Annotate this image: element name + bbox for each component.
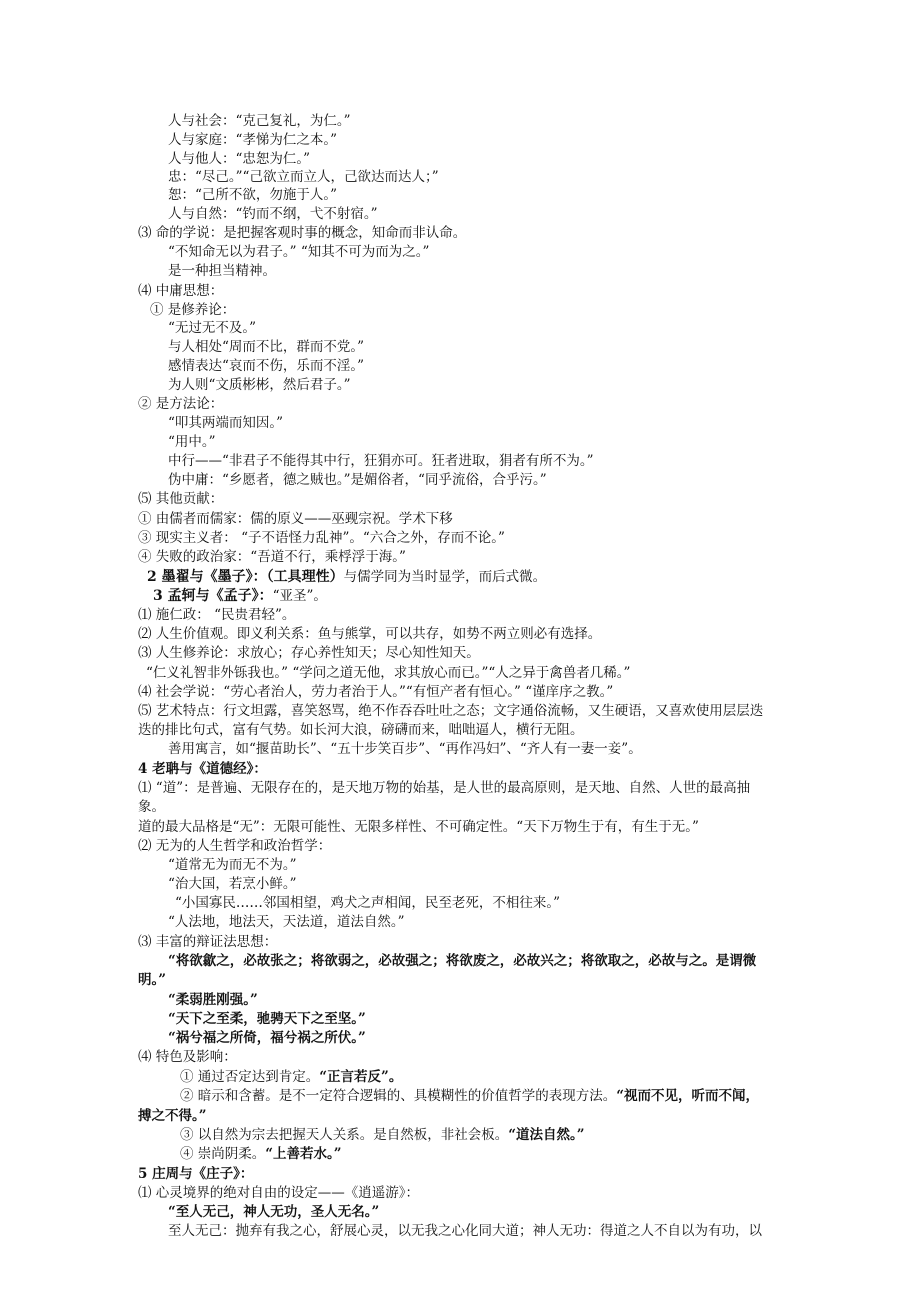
text-line: “仁义礼智非外铄我也。” “学问之道无他，求其放心而已。”“人之异于禽兽者几稀。”: [146, 665, 631, 681]
text-line: “小国寡民……邻国相望，鸡犬之声相闻，民至老死，不相往来。”: [175, 895, 561, 911]
text-line: 中行——“非君子不能得其中行，狂狷亦可。狂者进取，狷者有所不为。”: [168, 453, 594, 469]
emphasis-quote: “道法自然。”: [508, 1127, 585, 1143]
text-line: 善用寓言，如“揠苗助长”、“五十步笑百步”、“再作冯妇”、“齐人有一妻一妾”。: [168, 741, 642, 757]
text-line: ④ 崇尚阴柔。“上善若水。”: [180, 1146, 342, 1162]
text-line: “至人无己，神人无功，圣人无名。”: [168, 1204, 380, 1220]
text-line: 人与家庭：“孝悌为仁之本。”: [168, 132, 338, 148]
text-line: ① 由儒者而儒家：儒的原义——巫觋宗祝。学术下移: [138, 511, 453, 527]
text-line: ⑵ 无为的人生哲学和政治哲学：: [138, 838, 332, 854]
text-line: 人与社会：“克己复礼，为仁。”: [168, 113, 351, 129]
text-line: ⑶ 丰富的辩证法思想：: [138, 934, 278, 950]
text-line: ⑸ 艺术特点：行文坦露，喜笑怒骂，绝不作吞吞吐吐之态；文字通俗流畅，又生硬语，又喜欢使用层层迭: [138, 703, 764, 719]
text-line: ③ 以自然为宗去把握天人关系。是自然板，非社会板。“道法自然。”: [180, 1127, 585, 1143]
text-line: “叩其两端而知因。”: [168, 415, 284, 431]
text-line: 5 庄周与《庄子》：: [138, 1166, 254, 1182]
text-line: 为人则“文质彬彬，然后君子。”: [168, 377, 351, 393]
text-line: ⑴ 心灵境界的绝对自由的设定——《逍遥游》：: [138, 1185, 420, 1201]
text-line: 2 墨翟与《墨子》：（工具理性）与儒学同为当时显学，而后式微。: [147, 569, 547, 585]
text-line: ① 通过否定达到肯定。“正言若反”。: [180, 1069, 403, 1085]
section-heading: 2 墨翟与《墨子》：（工具理性）: [147, 569, 344, 585]
text-line: 与人相处“周而不比，群而不党。”: [168, 339, 365, 355]
text-line: “道常无为而无不为。”: [168, 857, 297, 873]
text-line: 3 孟轲与《孟子》：“亚圣”。: [153, 588, 327, 604]
text-line: “治大国，若烹小鲜。”: [168, 876, 297, 892]
text-line: “用中。”: [168, 434, 216, 450]
text-line: 搏之不得。”: [138, 1108, 207, 1124]
text-line: 象。: [138, 799, 165, 815]
emphasis-quote: “视而不见，听而不闻，: [616, 1088, 760, 1104]
text-line: “柔弱胜刚强。”: [168, 992, 258, 1008]
text-line: “天下之至柔，驰骋天下之至坚。”: [168, 1011, 366, 1027]
text-line: 忠：“尽己。”“己欲立而立人，己欲达而达人；”: [168, 169, 439, 185]
text-line: “人法地，地法天，天法道，道法自然。”: [168, 914, 405, 930]
text-line: 是一种担当精神。: [168, 263, 276, 279]
text-line: ⑷ 社会学说：“劳心者治人，劳力者治于人。”“有恒产者有恒心。” “谨庠序之教。”: [138, 684, 614, 700]
text-line: “将欲歙之，必故张之；将欲弱之，必故强之；将欲废之，必故兴之；将欲取之，必故与之。是谓微: [168, 953, 757, 969]
emphasis-quote: “正言若反”。: [319, 1069, 403, 1085]
emphasis-quote: “上善若水。”: [265, 1146, 342, 1162]
text-line: “不知命无以为君子。” “知其不可为而为之。”: [168, 244, 430, 260]
text-line: ⑶ 命的学说：是把握客观时事的概念，知命而非认命。: [138, 225, 467, 241]
text-line: 迭的排比句式，富有气势。如长河大浪，磅礴而来，咄咄逼人，横行无阻。: [138, 722, 584, 738]
text-line: ⑴ 施仁政： “民贵君轻”。: [138, 607, 296, 623]
text-line: “祸兮福之所倚，福兮祸之所伏。”: [168, 1030, 366, 1046]
text-line: 至人无己：抛弃有我之心，舒展心灵，以无我之心化同大道；神人无功：得道之人不自以为有功，以: [168, 1223, 762, 1239]
text-line: 明。”: [138, 972, 167, 988]
text-line: 感情表达“哀而不伤，乐而不淫。”: [168, 358, 365, 374]
text-line: ② 暗示和含蓄。是不一定符合逻辑的、具模糊性的价值哲学的表现方法。“视而不见，听而不闻，: [180, 1088, 760, 1104]
text-line: ② 是方法论：: [138, 396, 224, 412]
text-line: ⑵ 人生价值观。即义利关系：鱼与熊掌，可以共存，如势不两立则必有选择。: [138, 626, 602, 642]
text-line: ⑶ 人生修养论：求放心；存心养性知天；尽心知性知天。: [138, 645, 480, 661]
text-line: ⑷ 中庸思想：: [138, 283, 224, 299]
text-line: ① 是修养论：: [150, 302, 236, 318]
text-line: 伪中庸：“乡愿者，德之贼也。”是媚俗者，“同乎流俗，合乎污。”: [168, 472, 547, 488]
text-line: ③ 现实主义者： “子不语怪力乱神”。“六合之外，存而不论。”: [138, 530, 505, 546]
text-line: ⑸ 其他贡献：: [138, 491, 224, 507]
text-line: ⑷ 特色及影响：: [138, 1049, 237, 1065]
text-line: 人与自然：“钓而不纲，弋不射宿。”: [168, 206, 378, 222]
section-heading: 3 孟轲与《孟子》：: [153, 588, 273, 604]
text-line: 4 老聃与《道德经》：: [138, 761, 267, 777]
text-line: ④ 失败的政治家：“吾道不行，乘桴浮于海。”: [138, 549, 406, 565]
text-line: “无过无不及。”: [168, 320, 257, 336]
text-line: 恕：“己所不欲，勿施于人。”: [168, 187, 338, 203]
text-line: ⑴ “道”：是普遍、无限存在的，是天地万物的始基，是人世的最高原则，是天地、自然、人世的最高抽: [138, 780, 751, 796]
text-line: 人与他人：“忠恕为仁。”: [168, 151, 311, 167]
text-line: 道的最大品格是“无”：无限可能性、无限多样性、不可确定性。“天下万物生于有，有生于无。”: [138, 819, 699, 835]
